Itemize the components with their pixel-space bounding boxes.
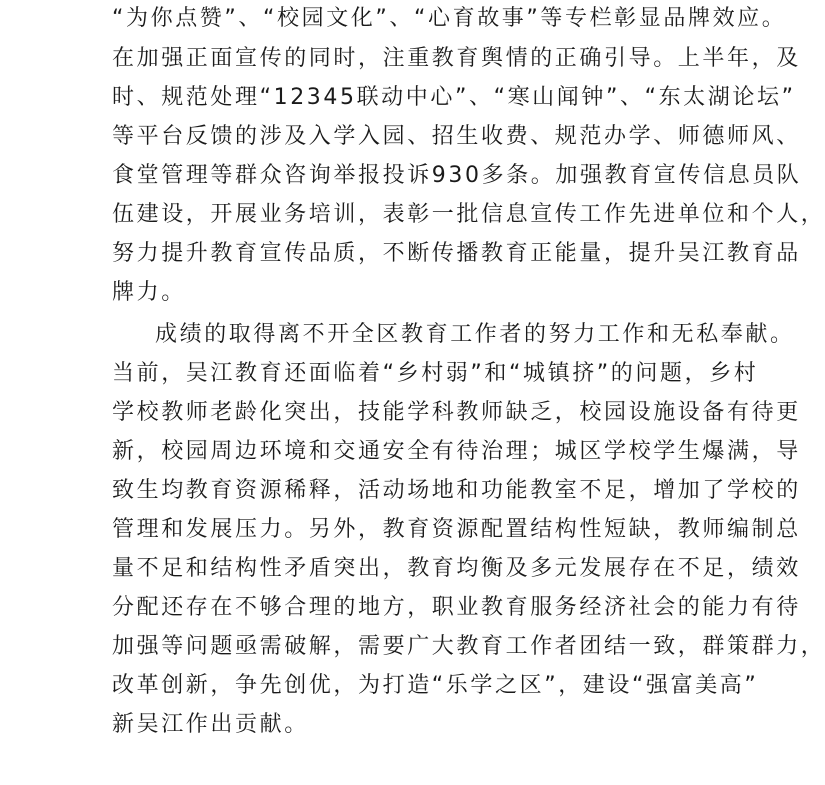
- text-line: 伍建设，开展业务培训，表彰一批信息宣传工作先进单位和个人，: [112, 202, 825, 227]
- text-line: 努力提升教育宣传品质，不断传播教育正能量，提升吴江教育品: [112, 241, 801, 266]
- text-line: 加强等问题亟需破解，需要广大教育工作者团结一致，群策群力，: [112, 634, 825, 659]
- text-line: 新，校园周边环境和交通安全有待治理；城区学校学生爆满，导: [112, 439, 801, 464]
- text-line: “为你点赞”、“校园文化”、“心育故事”等专栏彰显品牌效应。: [112, 6, 787, 31]
- text-line: 新吴江作出贡献。: [112, 712, 309, 737]
- text-line: 当前，吴江教育还面临着“乡村弱”和“城镇挤”的问题，乡村: [112, 361, 759, 386]
- text-line: 学校教师老龄化突出，技能学科教师缺乏，校园设施设备有待更: [112, 400, 801, 425]
- text-line: 食堂管理等群众咨询举报投诉930多条。加强教育宣传信息员队: [112, 163, 802, 188]
- text-line: 致生均教育资源稀释，活动场地和功能教室不足，增加了学校的: [112, 478, 801, 503]
- text-line: 量不足和结构性矛盾突出，教育均衡及多元发展存在不足，绩效: [112, 556, 801, 581]
- text-line-indented: 成绩的取得离不开全区教育工作者的努力工作和无私奉献。: [155, 322, 795, 347]
- text-line: 牌力。: [112, 280, 186, 305]
- text-line: 改革创新，争先创优，为打造“乐学之区”，建设“强富美高”: [112, 673, 759, 698]
- text-line: 时、规范处理“12345联动中心”、“寒山闻钟”、“东太湖论坛”: [112, 85, 796, 110]
- text-line: 管理和发展压力。另外，教育资源配置结构性短缺，教师编制总: [112, 517, 801, 542]
- text-line: 等平台反馈的涉及入学入园、招生收费、规范办学、师德师风、: [112, 124, 801, 149]
- text-line: 分配还存在不够合理的地方，职业教育服务经济社会的能力有待: [112, 595, 801, 620]
- text-line: 在加强正面宣传的同时，注重教育舆情的正确引导。上半年，及: [112, 46, 801, 71]
